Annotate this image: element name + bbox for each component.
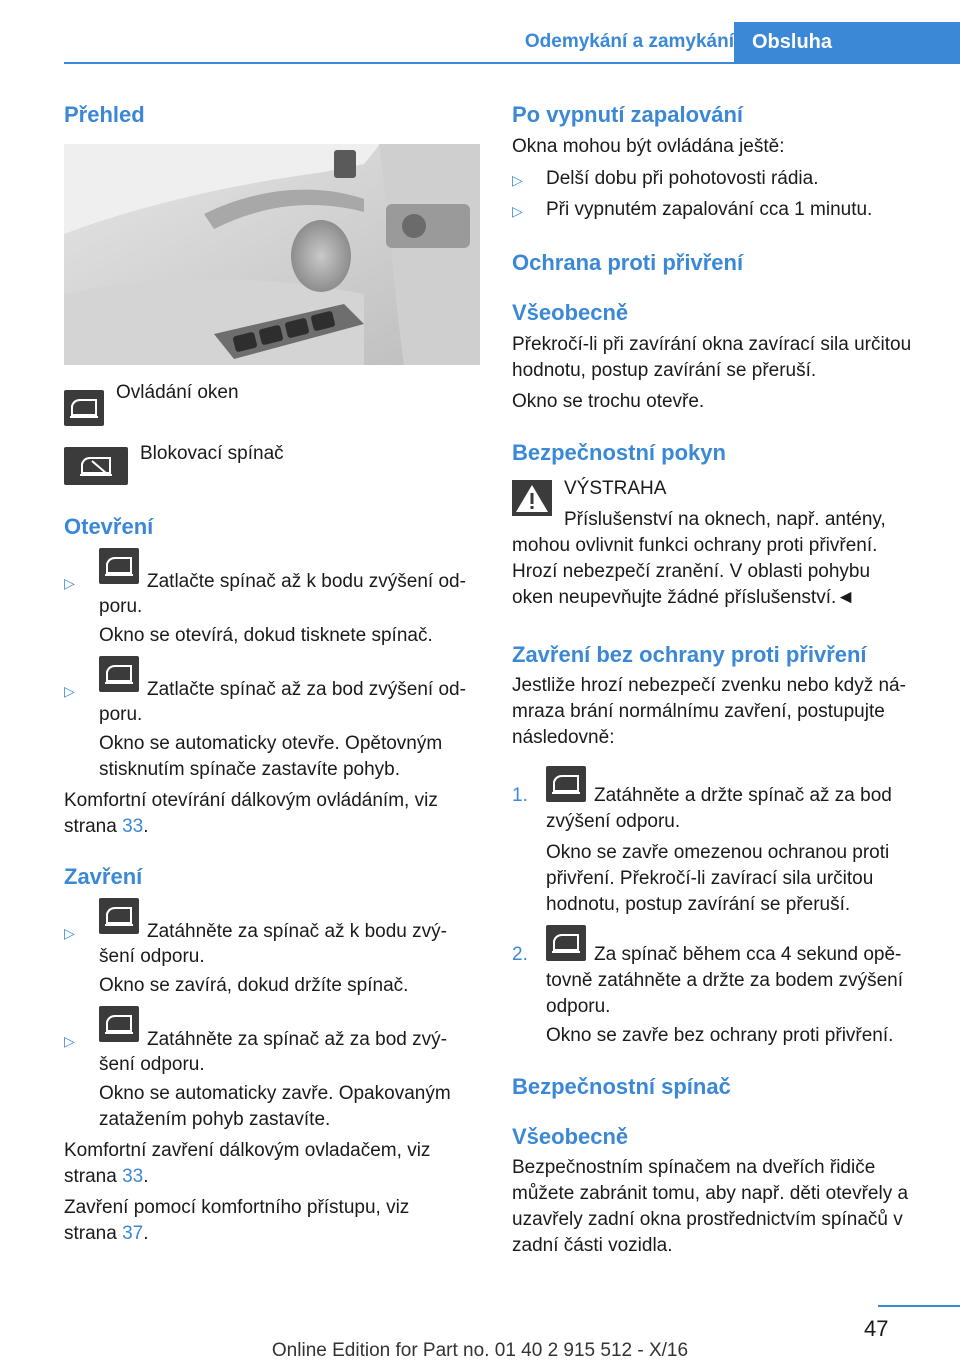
switch-text-cont: zadní části vozidla. bbox=[512, 1235, 673, 1256]
page-link-37[interactable]: 37 bbox=[122, 1223, 144, 1244]
step-2-text-cont: tovně zatáhněte a držte za bodem zvýšení bbox=[546, 970, 903, 991]
list-bullet-triangle: ▷ bbox=[64, 925, 75, 941]
comfort-open-text: Komfortní otevírání dálkovým ovládáním, viz bbox=[64, 790, 438, 811]
step-1-result-cont: hodnotu, postup zavírání se přeruší. bbox=[546, 894, 851, 915]
general-text-2: Okno se trochu otevře. bbox=[512, 391, 705, 412]
heading-safety-switch: Bezpečnostní spínač bbox=[512, 1074, 731, 1099]
close-step-2: Zatáhněte za spínač až za bod zvý‐ bbox=[147, 1029, 447, 1050]
window-switch-key-icon bbox=[99, 898, 139, 934]
open-step-1: Zatlačte spínač až k bodu zvýšení od‐ bbox=[147, 571, 466, 592]
heading-close-no-pinch: Zavření bez ochrany proti přivření bbox=[512, 642, 867, 667]
switch-text-cont: uzavřely zadní okna prostřednictvím spínačů v bbox=[512, 1209, 903, 1230]
header-rule bbox=[64, 62, 960, 64]
list-bullet-triangle: ▷ bbox=[64, 575, 75, 591]
open-step-2-result: Okno se automaticky otevře. Opětovným bbox=[99, 733, 443, 754]
close-step-1-result: Okno se zavírá, dokud držíte spínač. bbox=[99, 975, 409, 996]
heading-general: Všeobecně bbox=[512, 300, 629, 325]
warning-text-cont: mohou ovlivnit funkci ochrany proti přivření. bbox=[512, 535, 878, 556]
window-switch-key-icon bbox=[99, 1006, 139, 1042]
heading-otevreni: Otevření bbox=[64, 514, 154, 539]
open-step-1-result: Okno se otevírá, dokud tisknete spínač. bbox=[99, 625, 433, 646]
page-number: 47 bbox=[864, 1316, 889, 1341]
legend-label-window: Ovládání oken bbox=[116, 382, 239, 403]
warning-triangle-icon bbox=[512, 480, 552, 516]
window-switch-key-icon bbox=[99, 656, 139, 692]
step-number: 1. bbox=[512, 785, 528, 806]
step-2-text: Za spínač během cca 4 sekund opě‐ bbox=[594, 944, 902, 965]
close-step-1: Zatáhněte za spínač až k bodu zvý‐ bbox=[147, 921, 447, 942]
warning-text-cont: Hrozí nebezpečí zranění. V oblasti pohybu bbox=[512, 561, 871, 582]
nopinch-text-cont: mraza brání normálnímu zavření, postupujte bbox=[512, 701, 885, 722]
heading-safety-note: Bezpečnostní pokyn bbox=[512, 440, 726, 465]
switch-text-cont: můžete zabránit tomu, aby např. děti otevřely a bbox=[512, 1183, 909, 1204]
comfort-close-text: Komfortní zavření dálkovým ovladačem, viz bbox=[64, 1140, 431, 1161]
window-switch-key-icon bbox=[64, 390, 104, 426]
comfort-access-text: Zavření pomocí komfortního přístupu, viz bbox=[64, 1197, 410, 1218]
close-step-2-result-cont: zatažením pohyb zastavíte. bbox=[99, 1109, 331, 1130]
open-step-2-result-cont: stisknutím spínače zastavíte pohyb. bbox=[99, 759, 400, 780]
heading-pinch-protection: Ochrana proti přivření bbox=[512, 250, 744, 275]
nopinch-text-cont: následovně: bbox=[512, 727, 615, 748]
page-link-33[interactable]: 33 bbox=[122, 1166, 144, 1187]
ref-prefix: strana bbox=[64, 816, 123, 837]
door-window-switch-photo bbox=[64, 144, 480, 365]
safety-switch-key-icon bbox=[64, 447, 128, 485]
after-intro: Okna mohou být ovládána ještě: bbox=[512, 136, 785, 157]
list-bullet-triangle: ▷ bbox=[512, 172, 523, 188]
close-step-2-cont: šení odporu. bbox=[99, 1054, 205, 1075]
heading-general: Všeobecně bbox=[512, 1124, 629, 1149]
step-1-result: Okno se zavře omezenou ochranou proti bbox=[546, 842, 890, 863]
footer-edition: Online Edition for Part no. 01 40 2 915 512 - X/16 bbox=[271, 1340, 689, 1361]
window-switch-key-icon bbox=[99, 548, 139, 584]
step-2-result: Okno se zavře bez ochrany proti přivření. bbox=[546, 1025, 894, 1046]
comfort-open-ref: strana 33. bbox=[64, 816, 149, 837]
heading-zavreni: Zavření bbox=[64, 864, 143, 889]
warning-title: VÝSTRAHA bbox=[564, 478, 667, 499]
heading-after-ignition: Po vypnutí zapalování bbox=[512, 102, 744, 127]
list-bullet-triangle: ▷ bbox=[512, 203, 523, 219]
chapter-tab: Obsluha bbox=[734, 22, 960, 62]
general-text-cont: hodnotu, postup zavírání se přeruší. bbox=[512, 360, 817, 381]
open-step-1-cont: poru. bbox=[99, 596, 143, 617]
step-2-text-cont: odporu. bbox=[546, 996, 611, 1017]
after-item-1: Delší dobu při pohotovosti rádia. bbox=[546, 168, 819, 189]
list-bullet-triangle: ▷ bbox=[64, 683, 75, 699]
page-link-33[interactable]: 33 bbox=[122, 816, 144, 837]
comfort-access-ref: strana 37. bbox=[64, 1223, 149, 1244]
open-step-2: Zatlačte spínač až za bod zvýšení od‐ bbox=[147, 679, 466, 700]
window-switch-key-icon bbox=[546, 766, 586, 802]
warning-text-cont: oken neupevňujte žádné příslušenství.◄ bbox=[512, 587, 856, 608]
comfort-close-ref: strana 33. bbox=[64, 1166, 149, 1187]
close-step-1-cont: šení odporu. bbox=[99, 946, 205, 967]
general-text: Překročí-li při zavírání okna zavírací sila určitou bbox=[512, 334, 912, 355]
step-number: 2. bbox=[512, 944, 528, 965]
close-step-2-result: Okno se automaticky zavře. Opakovaným bbox=[99, 1083, 451, 1104]
step-1-text: Zatáhněte a držte spínač až za bod bbox=[594, 785, 892, 806]
open-step-2-cont: poru. bbox=[99, 704, 143, 725]
list-bullet-triangle: ▷ bbox=[64, 1033, 75, 1049]
step-1-text-cont: zvýšení odporu. bbox=[546, 811, 681, 832]
section-title: Odemykání a zamykání bbox=[524, 31, 734, 52]
warning-text: Příslušenství na oknech, např. antény, bbox=[564, 509, 886, 530]
legend-label-safety: Blokovací spínač bbox=[140, 443, 284, 464]
page-number-rule bbox=[878, 1305, 960, 1307]
nopinch-text: Jestliže hrozí nebezpečí zvenku nebo když ná‐ bbox=[512, 675, 906, 696]
step-1-result-cont: přivření. Překročí-li zavírací sila určitou bbox=[546, 868, 874, 889]
ref-prefix: strana bbox=[64, 1166, 123, 1187]
ref-prefix: strana bbox=[64, 1223, 123, 1244]
heading-prehled: Přehled bbox=[64, 102, 145, 127]
window-switch-key-icon bbox=[546, 925, 586, 961]
switch-text: Bezpečnostním spínačem na dveřích řidiče bbox=[512, 1157, 876, 1178]
after-item-2: Při vypnutém zapalování cca 1 minutu. bbox=[546, 199, 873, 220]
